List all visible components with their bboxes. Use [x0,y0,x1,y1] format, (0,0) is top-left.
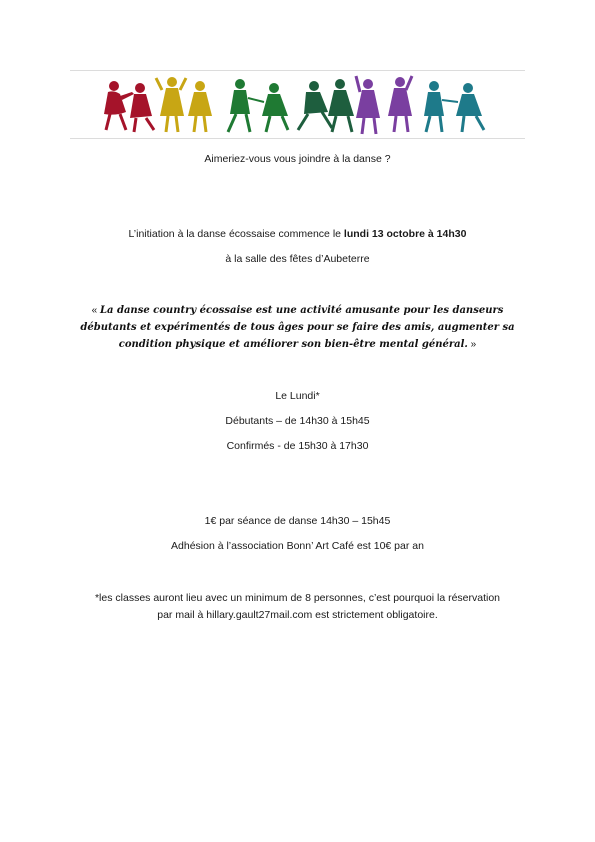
footnote-line-1: *les classes auront lieu avec un minimum de 8 personnes, c’est pourquoi la réservation [94,592,501,604]
start-date: lundi 13 octobre à 14h30 [343,228,467,240]
price-session: 1€ par séance de danse 14h30 – 15h45 [204,515,391,527]
venue-text: à la salle des fêtes d’Aubeterre [225,253,370,265]
schedule-day: Le Lundi* [275,390,320,402]
top-divider [70,70,525,71]
yellow-dancers [156,77,212,132]
price-membership: Adhésion à l’association Bonn’ Art Café est 10€ par an [171,540,424,552]
teal-dancers [424,81,484,132]
schedule-confirmed: Confirmés - de 15h30 à 17h30 [226,440,369,452]
darkgreen-dancers [298,79,354,132]
footnote [60,590,535,624]
red-dancers [104,81,154,132]
banner-divider [70,138,525,139]
intro-prefix: L’initiation à la danse écossaise commence le [128,228,344,240]
quote-text: La danse country écossaise est une activité amusante pour les danseurs débutants et expérimentés de tous âges pour se faire des amis, augmenter sa condition physique et améliorer son bien-être mental général. [80,305,515,350]
invitation-text: Aimeriez-vous vous joindre à la danse ? [204,153,391,165]
intro-text [0,227,595,241]
quote-block [70,302,525,353]
quote-open: « [91,305,100,316]
green-dancers [228,79,288,132]
schedule-beginners: Débutants – de 14h30 à 15h45 [225,415,370,427]
quote-close: » [467,339,477,350]
purple-dancers [356,76,412,134]
footnote-line-2: par mail à hillary.gault27mail.com est strictement obligatoire. [157,609,438,621]
dancers-illustration [96,72,496,138]
